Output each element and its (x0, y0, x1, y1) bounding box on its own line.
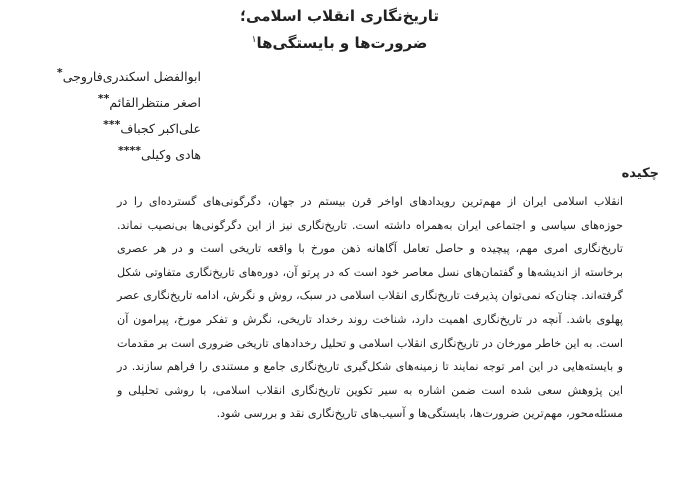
author-affiliation-mark[interactable]: **** (117, 144, 141, 158)
author-name: اصغر منتظرالقائم (109, 95, 201, 111)
author-1 (1, 62, 201, 88)
author-list (1, 62, 201, 167)
abstract-body: انقلاب اسلامی ایران از مهم‌ترین رویدادهای اواخر قرن بیستم در جهان، دگرگونی‌های گسترده‌ای را در حوزه‌های سیاسی و اجتماعی ایران به‌همراه داشته است. تاریخ‌نگاری نیز از این دگرگونی‌ها بی‌نصیب نماند. تاریخ‌نگاری امری مهم، پیچیده و حاصل تعامل آگاهانه ذهن مورخ با واقعه تاریخی است و در هر عصری برخاسته از اندیشه‌ها و گفتمان‌های نسل معاصر خود است که در پرتو آن، دوره‌های تاریخ‌نگاری متفاوتی شکل گرفته‌اند. چنان‌که نمی‌توان پذیرفت تاریخ‌نگاری انقلاب اسلامی در سبک، روش و نگرش، ادامه تاریخ‌نگاری عصر پهلوی باشد. آنچه در تاریخ‌نگاری اهمیت دارد، شناخت روند رخداد تاریخی، نگرش و تفکر مورخ، پیرامون آن است. به این خاطر مورخان در تاریخ‌نگاری انقلاب اسلامی و تحلیل رخدادهای تاریخی ضروری است بر مقدمات و بایسته‌هایی در این امر توجه نمایند تا زمینه‌های شکل‌گیری تاریخ‌نگاری جامع و مستندی را فراهم سازند. در این پژوهش سعی شده است ضمن اشاره به سیر تکوین تاریخ‌نگاری انقلاب اسلامی، با روشی تحلیلی و مسئله‌محور، مهم‌ترین ضرورت‌ها، بایستگی‌ها و آسیب‌های تاریخ‌نگاری نقد و بررسی شود. (117, 195, 623, 421)
author-4 (1, 140, 201, 166)
author-name: ابوالفضل اسکندری‌فاروجی (62, 69, 201, 85)
title-line-2: ضرورت‌ها و بایستگی‌ها (256, 34, 428, 52)
author-affiliation-mark[interactable]: ** (97, 92, 110, 106)
article-title (0, 4, 679, 55)
title-footnote-mark[interactable]: ۱ (251, 35, 257, 45)
author-name: علی‌اکبر کجباف (120, 121, 201, 137)
abstract-heading: چکیده (621, 166, 659, 181)
author-3 (1, 114, 201, 140)
author-affiliation-mark[interactable]: *** (103, 118, 121, 132)
author-2 (1, 88, 201, 114)
author-affiliation-mark[interactable]: * (56, 66, 63, 79)
title-line-1: تاریخ‌نگاری انقلاب اسلامی؛ (240, 7, 439, 25)
author-name: هادی وکیلی (140, 147, 201, 163)
